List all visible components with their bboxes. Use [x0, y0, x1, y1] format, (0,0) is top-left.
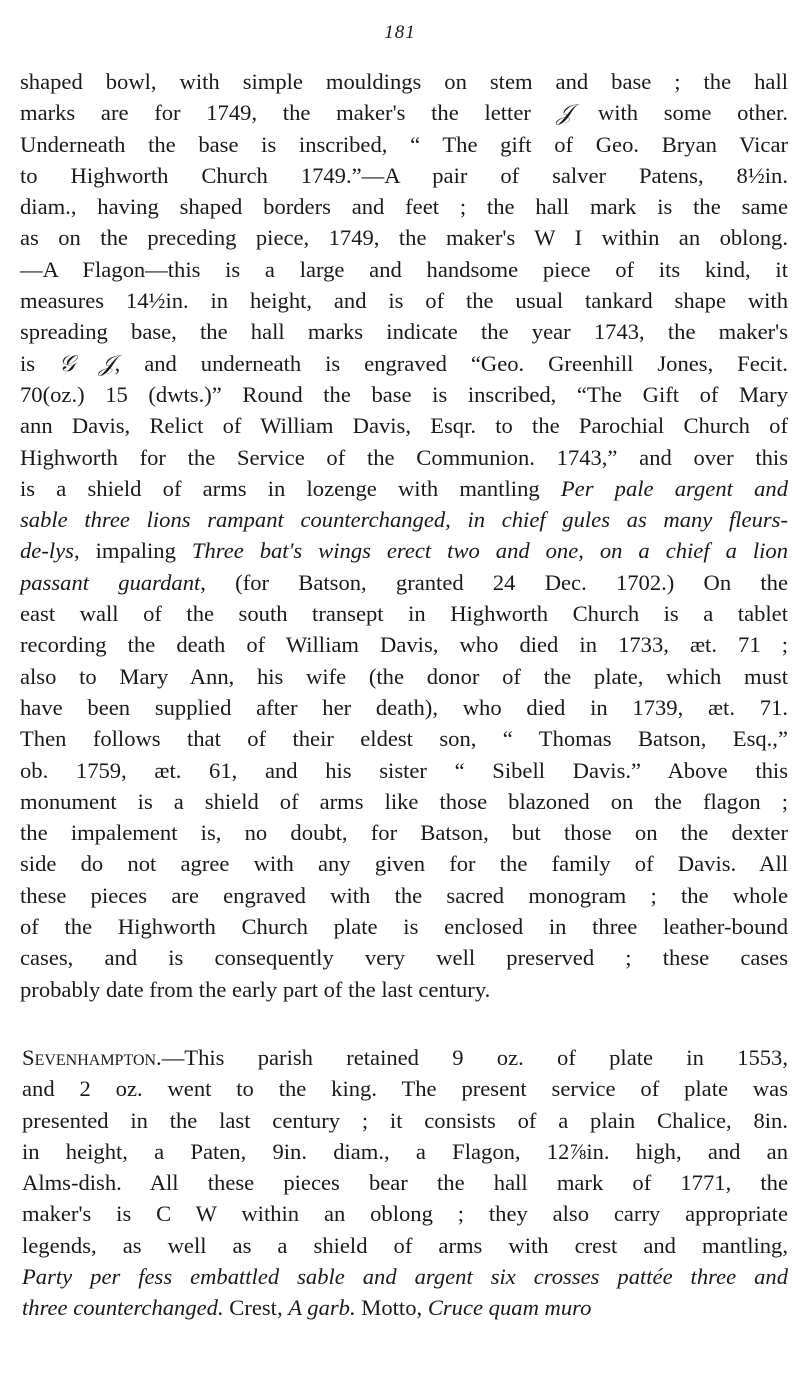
text-segment: 70(oz.) 15 (dwts.)” Round the base is inscribed, “The Gift of Mary — [20, 381, 788, 407]
text-line — [20, 817, 788, 848]
text-line — [20, 97, 788, 128]
text-segment: in height, a Paten, 9in. diam., a Flagon, 12⅞in. high, and an — [22, 1138, 788, 1164]
text-segment: and 2 oz. went to the king. The present service of plate was — [22, 1076, 788, 1102]
text-line — [20, 786, 788, 817]
text-segment: is a shield of arms in lozenge with mantling — [20, 475, 561, 501]
text-line — [20, 1230, 788, 1261]
text-line — [20, 692, 788, 723]
text-segment: passant guardant — [20, 569, 201, 595]
text-segment: Party per fess embattled sable and argent six crosses pattée three and — [22, 1264, 788, 1290]
text-segment: Crest, — [223, 1295, 289, 1321]
text-segment: the impalement is, no doubt, for Batson, but those on the dexter — [20, 820, 788, 846]
text-segment: shaped bowl, with simple mouldings on stem and base ; the hall — [20, 69, 788, 94]
text-segment: legends, as well as a shield of arms with crest and mantling, — [22, 1232, 788, 1258]
text-line — [20, 598, 788, 629]
page-number: 181 — [384, 22, 416, 43]
text-line — [20, 285, 788, 316]
text-segment: presented in the last century ; it consists of a plain Chalice, 8in. — [22, 1107, 788, 1133]
text-line — [20, 442, 788, 473]
text-segment: A garb. — [288, 1295, 356, 1321]
text-line — [20, 848, 788, 879]
text-segment: cases, and is consequently very well preserved ; these cases — [20, 945, 788, 971]
text-segment: , impaling — [73, 538, 192, 564]
text-segment: of the Highworth Church plate is enclosed in three leather-bound — [20, 914, 788, 940]
text-segment: ob. 1759, æt. 61, and his sister “ Sibell Davis.” Above this — [20, 757, 788, 783]
text-segment: Per pale argent and — [560, 475, 788, 501]
text-line — [20, 504, 788, 535]
text-line — [20, 1292, 788, 1323]
text-line — [20, 1105, 788, 1136]
text-segment: —This parish retained 9 oz. of plate in 1553, — [161, 1045, 788, 1070]
text-segment: 𝒥 — [556, 100, 573, 126]
text-segment: Then follows that of their eldest son, “ Thomas Batson, Esq.,” — [20, 726, 788, 752]
text-segment: Sevenhampton. — [22, 1045, 162, 1070]
text-segment: east wall of the south transept in Highworth Church is a tablet — [20, 601, 788, 627]
text-segment: de-lys — [20, 538, 74, 564]
text-line — [20, 160, 788, 191]
text-segment: 𝒢 𝒥 — [59, 350, 115, 376]
text-segment: maker's is C W within an oblong ; they also carry appropriate — [22, 1201, 788, 1227]
text-segment: with some other. — [572, 100, 788, 126]
text-line — [20, 723, 788, 754]
text-line — [20, 379, 788, 410]
text-line — [20, 1261, 788, 1292]
text-line — [20, 942, 788, 973]
text-segment: , (for Batson, granted 24 Dec. 1702.) On the — [200, 569, 788, 595]
text-segment: ann Davis, Relict of William Davis, Esqr. to the Parochial Church of — [20, 413, 788, 439]
text-segment: recording the death of William Davis, who died in 1733, æt. 71 ; — [20, 632, 788, 658]
text-line — [20, 535, 788, 566]
text-line — [20, 661, 788, 692]
text-line — [20, 473, 788, 504]
text-segment: three counterchanged. — [22, 1295, 224, 1321]
text-line — [20, 222, 788, 253]
text-segment: diam., having shaped borders and feet ; the hall mark is the same — [20, 194, 788, 220]
text-line — [20, 129, 788, 160]
text-line — [20, 629, 788, 660]
text-segment: as on the preceding piece, 1749, the maker's W I within an oblong. — [20, 225, 788, 251]
text-line — [20, 755, 788, 786]
text-segment: side do not agree with any given for the family of Davis. All — [20, 851, 788, 877]
text-line — [20, 911, 788, 942]
text-segment: Alms-dish. All these pieces bear the hall mark of 1771, the — [22, 1170, 788, 1196]
text-line — [20, 191, 788, 222]
text-segment: these pieces are engraved with the sacred monogram ; the whole — [20, 882, 788, 908]
text-segment: spreading base, the hall marks indicate the year 1743, the maker's — [20, 319, 788, 345]
text-line — [20, 410, 788, 441]
text-segment: monument is a shield of arms like those blazoned on the flagon ; — [20, 788, 788, 814]
text-segment: , and underneath is engraved “Geo. Greenhill Jones, Fecit. — [114, 350, 789, 376]
text-line — [20, 348, 788, 379]
text-segment: Three bat's wings erect two and one, on a chief a lion — [191, 538, 788, 564]
text-segment: is — [20, 350, 60, 376]
text-line — [20, 567, 788, 598]
text-segment: also to Mary Ann, his wife (the donor of the plate, which must — [20, 663, 788, 689]
text-line — [20, 66, 788, 97]
text-line — [20, 316, 788, 347]
text-line — [20, 1042, 788, 1073]
text-segment: Cruce quam muro — [427, 1295, 592, 1321]
text-segment: to Highworth Church 1749.”—A pair of salver Patens, 8½in. — [20, 162, 788, 188]
paragraph-sevenhampton — [20, 1042, 788, 1324]
text-line — [20, 1198, 788, 1229]
text-line — [20, 1167, 788, 1198]
text-segment: marks are for 1749, the maker's the letter — [20, 100, 557, 126]
text-segment: have been supplied after her death), who died in 1739, æt. 71. — [20, 694, 788, 720]
paragraph-highworth-plate — [20, 66, 788, 1005]
text-segment: —A Flagon—this is a large and handsome piece of its kind, it — [20, 256, 788, 282]
text-line — [20, 974, 788, 1005]
text-line — [20, 1073, 788, 1104]
text-line — [20, 880, 788, 911]
text-segment: measures 14½in. in height, and is of the usual tankard shape with — [20, 288, 788, 314]
text-segment: Motto, — [355, 1295, 428, 1321]
text-line — [20, 1136, 788, 1167]
text-segment: sable three lions rampant counterchanged, in chief gules as many fleurs- — [20, 507, 788, 533]
text-line — [20, 254, 788, 285]
text-segment: Highworth for the Service of the Communion. 1743,” and over this — [20, 444, 788, 470]
text-segment: Underneath the base is inscribed, “ The gift of Geo. Bryan Vicar — [20, 131, 788, 157]
text-segment: probably date from the early part of the last century. — [20, 976, 491, 1002]
